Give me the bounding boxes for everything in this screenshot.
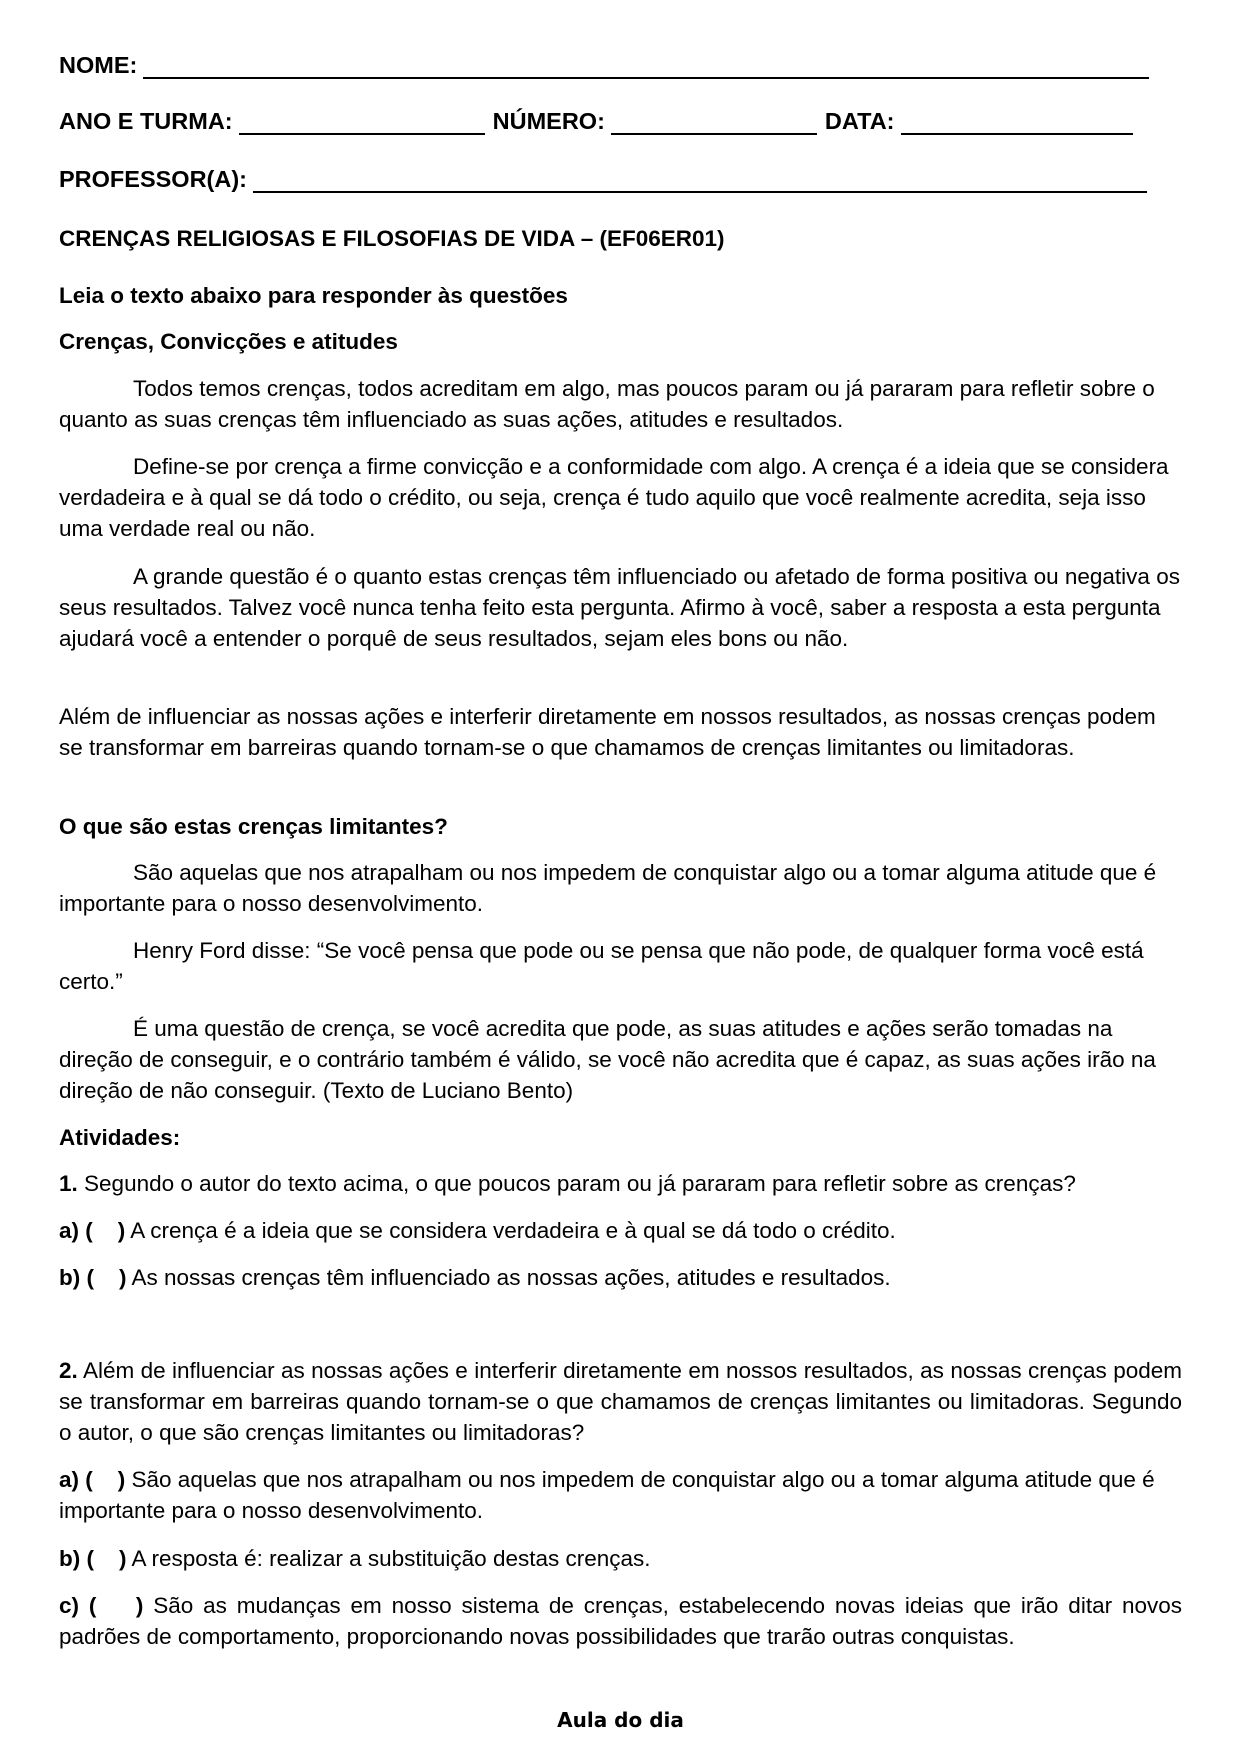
name-label: NOME: xyxy=(59,52,138,78)
option-label: b) ( ) xyxy=(59,1265,127,1290)
number-label: NÚMERO: xyxy=(492,108,605,134)
year-class-field[interactable] xyxy=(239,111,485,135)
option-label: b) ( ) xyxy=(59,1546,127,1571)
paragraph-7: É uma questão de crença, se você acredita que pode, as suas atitudes e ações serão tomadas na direção de conseguir, e o contrário também é válido, se você não acredita que é capaz, as suas ações irão na direção de não conseguir. (Texto de Luciano Bento) xyxy=(59,1016,1156,1103)
name-field[interactable] xyxy=(143,55,1149,79)
teacher-field[interactable] xyxy=(253,169,1147,193)
date-field[interactable] xyxy=(901,111,1133,135)
date-label: DATA: xyxy=(824,108,895,134)
text-title: Crenças, Convicções e atitudes xyxy=(59,329,398,354)
activities-title: Atividades: xyxy=(59,1125,181,1150)
name-row xyxy=(59,52,1149,79)
question-1-text: Segundo o autor do texto acima, o que poucos param ou já pararam para refletir sobre as crenças? xyxy=(84,1171,1076,1196)
number-field[interactable] xyxy=(611,111,817,135)
subject-title: CRENÇAS RELIGIOSAS E FILOSOFIAS DE VIDA – (EF06ER01) xyxy=(59,226,725,251)
option-label: a) ( ) xyxy=(59,1218,126,1243)
subheading: O que são estas crenças limitantes? xyxy=(59,814,448,839)
year-class-label: ANO E TURMA: xyxy=(59,108,233,134)
option-text: A resposta é: realizar a substituição destas crenças. xyxy=(131,1546,651,1571)
teacher-label: PROFESSOR(A): xyxy=(59,166,247,192)
question-2-number: 2. xyxy=(59,1358,78,1383)
question-1-number: 1. xyxy=(59,1171,78,1196)
paragraph-5: São aquelas que nos atrapalham ou nos impedem de conquistar algo ou a tomar alguma atitude que é importante para o nosso desenvolvimento. xyxy=(59,860,1157,916)
teacher-row xyxy=(59,166,1147,193)
option-text: São as mudanças em nosso sistema de crenças, estabelecendo novas ideias que irão ditar novos padrões de comportamento, proporcionando novas possibilidades que trarão outras conquistas. xyxy=(59,1593,1182,1649)
option-text: A crença é a ideia que se considera verdadeira e à qual se dá todo o crédito. xyxy=(130,1218,896,1243)
question-2-option-a[interactable] xyxy=(59,1464,1182,1526)
question-1-option-b[interactable] xyxy=(59,1262,1182,1293)
question-2-text: Além de influenciar as nossas ações e interferir diretamente em nossos resultados, as nossas crenças podem se transformar em barreiras quando tornam-se o que chamamos de crenças limitantes ou limitadoras. Segundo o autor, o que são crenças limitantes ou limitadoras? xyxy=(59,1358,1182,1445)
option-text: As nossas crenças têm influenciado as nossas ações, atitudes e resultados. xyxy=(131,1265,891,1290)
instruction: Leia o texto abaixo para responder às questões xyxy=(59,283,568,308)
question-2-option-c[interactable] xyxy=(59,1590,1182,1652)
paragraph-1: Todos temos crenças, todos acreditam em algo, mas poucos param ou já pararam para refletir sobre o quanto as suas crenças têm influenciado as suas ações, atitudes e resultados. xyxy=(59,376,1155,432)
paragraph-6: Henry Ford disse: “Se você pensa que pode ou se pensa que não pode, de qualquer forma você está certo.” xyxy=(59,938,1144,994)
paragraph-4: Além de influenciar as nossas ações e interferir diretamente em nossos resultados, as nossas crenças podem se transformar em barreiras quando tornam-se o que chamamos de crenças limitantes ou limitadoras. xyxy=(59,704,1156,760)
question-2-option-b[interactable] xyxy=(59,1543,1182,1574)
option-label: c) ( ) xyxy=(59,1593,144,1618)
question-1 xyxy=(59,1168,1182,1199)
option-label: a) ( ) xyxy=(59,1467,126,1492)
footer: Aula do dia xyxy=(557,1708,684,1732)
question-1-option-a[interactable] xyxy=(59,1215,1182,1246)
question-2 xyxy=(59,1355,1182,1448)
paragraph-2: Define-se por crença a firme convicção e a conformidade com algo. A crença é a ideia que se considera verdadeira e à qual se dá todo o crédito, ou seja, crença é tudo aquilo que você realmente acredita, seja isso uma verdade real ou não. xyxy=(59,454,1169,541)
option-text: São aquelas que nos atrapalham ou nos impedem de conquistar algo ou a tomar alguma atitude que é importante para o nosso desenvolvimento. xyxy=(59,1467,1155,1523)
paragraph-3: A grande questão é o quanto estas crenças têm influenciado ou afetado de forma positiva ou negativa os seus resultados. Talvez você nunca tenha feito esta pergunta. Afirmo à você, saber a resposta a esta pergunta ajudará você a entender o porquê de seus resultados, sejam eles bons ou não. xyxy=(59,564,1180,651)
year-class-row xyxy=(59,108,1133,135)
